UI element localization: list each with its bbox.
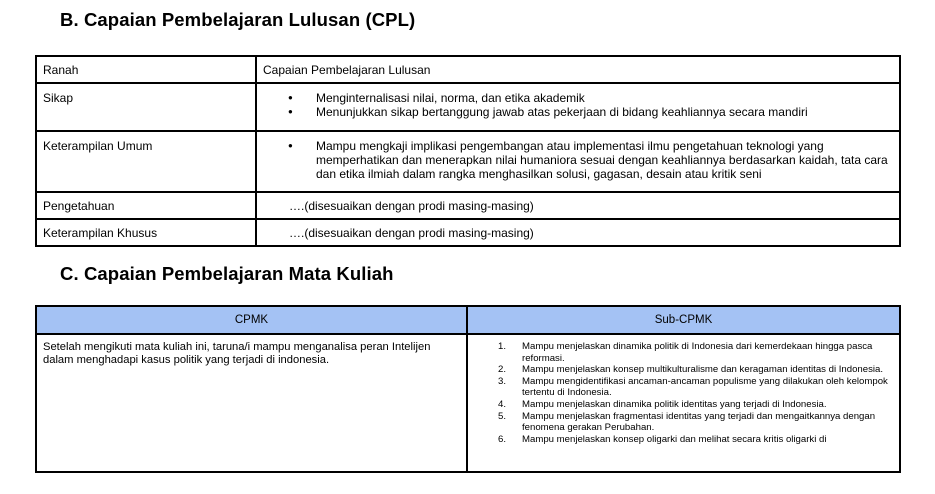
table-row [36,56,900,83]
table-row [36,219,900,246]
list-item [468,341,891,364]
item-text: Mampu menjelaskan konsep oligarki dan melihat secara kritis oligarki di [522,433,827,445]
row-label-keterampilan-khusus: Keterampilan Khusus [36,219,256,246]
keterampilan-khusus-text: ….(disesuaikan dengan prodi masing-masing) [289,225,534,240]
list-item [468,376,891,399]
keterampilan-umum-content [256,131,900,192]
table-row [36,192,900,219]
item-text: Mampu mengidentifikasi ancaman-ancaman populisme yang dilakukan oleh kelompok tertentu di Indonesia. [522,375,888,399]
item-text: Mampu menjelaskan fragmentasi identitas yang terjadi dan mengaitkannya dengan fenomena gerakan Perubahan. [522,410,876,434]
cpmk-text: Setelah mengikuti mata kuliah ini, taruna/i mampu menganalisa peran Intelijen dalam menghadapi kasus politik yang terjadi di indonesia. [36,334,467,472]
section-c-title: C. Capaian Pembelajaran Mata Kuliah [60,263,394,284]
list-item [468,434,891,446]
header-capaian: Capaian Pembelajaran Lulusan [256,56,900,83]
item-number: 3. [498,375,507,387]
item-number: 5. [498,410,507,422]
list-item: ● Menginternalisasi nilai, norma, dan etika akademik [263,91,893,105]
table-row [36,131,900,192]
header-ranah: Ranah [36,56,256,83]
list-item: ● Menunjukkan sikap bertanggung jawab atas pekerjaan di bidang keahliannya secara mandiri [263,105,893,119]
pengetahuan-text: ….(disesuaikan dengan prodi masing-masing) [289,198,534,213]
item-number: 2. [498,364,507,376]
table-header-row [36,306,900,334]
item-number: 4. [498,398,507,410]
header-sub-cpmk: Sub-CPMK [467,306,900,334]
sub-cpmk-list [468,341,891,445]
header-cpmk: CPMK [36,306,467,334]
row-label-pengetahuan: Pengetahuan [36,192,256,219]
cpl-table [35,55,901,247]
item-number: 6. [498,433,507,445]
keterampilan-khusus-content [256,219,900,246]
row-label-keterampilan-umum: Keterampilan Umum [36,131,256,192]
sikap-content [256,83,900,131]
sub-cpmk-cell [467,334,900,472]
section-b-title: B. Capaian Pembelajaran Lulusan (CPL) [60,9,416,30]
list-item [468,399,891,411]
row-label-sikap: Sikap [36,83,256,131]
list-item [468,364,891,376]
table-row [36,334,900,472]
list-item: ● Mampu mengkaji implikasi pengembangan atau implementasi ilmu pengetahuan teknologi yang memperhatikan dan menerapkan nilai humaniora sesuai dengan keahliannya berdasarkan kaidah, tata cara dan etika ilmiah dalam rangka menghasilkan solusi, gagasan, desain atau kritik seni [263,139,893,181]
item-text: Mampu menjelaskan dinamika politik identitas yang terjadi di Indonesia. [522,398,827,410]
item-text: Mampu menjelaskan konsep multikulturalisme dan keragaman identitas di Indonesia. [522,364,884,376]
pengetahuan-content [256,192,900,219]
item-text: Mampu menjelaskan dinamika politik di Indonesia dari kemerdekaan hingga pasca reformasi. [522,341,873,364]
table-row [36,83,900,131]
list-item [468,411,891,434]
item-number: 1. [498,341,507,352]
cpmk-table [35,305,901,473]
